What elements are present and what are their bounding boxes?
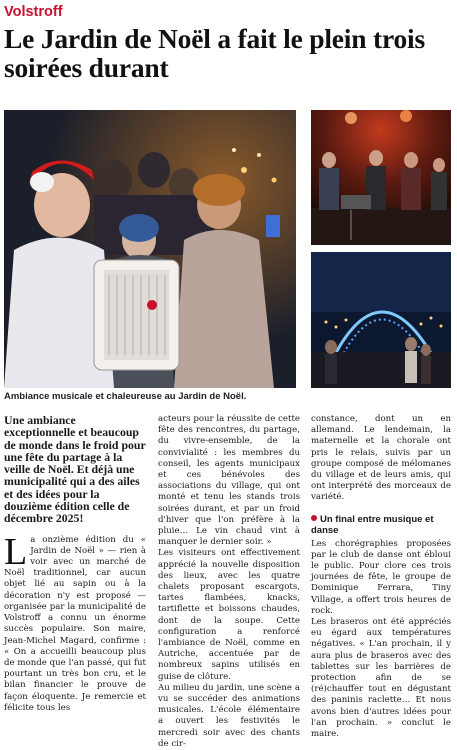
body-paragraph: acteurs pour la réussite de cette fête des rencontres, du partage, du vivre-ensemble, de la convivialité : les membres du conseil, les agents municipaux et ces bénévoles des associations du village, qui ont monté et tenu les stands trois soirées durant, et par un froid d'hiver que l'on préfère à la pluie… Le vin chaud vint à manquer le dernier soir. »: [158, 414, 300, 548]
column-1: [4, 414, 146, 714]
section-kicker: Volstroff: [4, 4, 63, 20]
lights-photo: [311, 252, 451, 388]
body-paragraph: [4, 530, 146, 714]
body-text: a onzième édition du « Jardin de Noël » — rien à voir avec un marché de Noël traditionnel, car aucun objet lié au sapin ou à la décoration n'y est proposé — organisée par la municipalité de Volstroff a connu un énorme succès populaire. Son maire, Jean-Michel Magard, confirme : « On a accueilli beaucoup plus de monde que l'an passé, qui fut pourtant un très bon cru, et le bilan financier le prouve de façon éloquente. Je remercie et félicite tous les: [4, 534, 146, 713]
headline: Le Jardin de Noël a fait le plein trois soirées durant: [4, 23, 425, 83]
subheading-text: Un final entre musique et danse: [311, 513, 434, 536]
lead-paragraph: Une ambiance exceptionnelle et beaucoup de monde dans le froid pour une fête du partage à la veille de Noël. Et déjà une municipalité qui a des ailes et des idées pour la douzième édition celle de décembre 2025!: [4, 413, 146, 526]
band-photo: [311, 110, 451, 245]
drop-cap: L: [4, 530, 28, 573]
main-photo-illustration: [4, 110, 296, 388]
subheading: [311, 514, 451, 536]
body-paragraph: Les visiteurs ont effectivement apprécié la nouvelle disposition des lieux, avec les quatre chalets proposant escargots, tartes flambées, knacks, tartiflette et boissons chaudes, dont de la soupe. Cette configuration a renforcé l'ambiance de Noël, comme en Autriche, accentuée par de nombreux sapins utilisés en guise de clôture.: [158, 548, 300, 682]
column-2: [158, 414, 300, 750]
body-paragraph: Les chorégraphies proposées par le club de danse ont ébloui le public. Pour clore ces trois journées de fête, le groupe de Dominique Ferrara, Tiny Village, a offert trois heures de rock.: [311, 538, 451, 616]
body-paragraph: constance, dont un en allemand. Le lendemain, la maternelle et la chorale ont pris le relais, suivis par un groupe composé de mélomanes du village et de leurs amis, qui ont interprété des morceaux de variété.: [311, 414, 451, 503]
body-paragraph: Les braseros ont été appréciés eu égard aux températures négatives. « L'an prochain, il y aura plus de braseros avec des tablettes sur les barrières de protection afin de se (ré)chauffer tout en dégustant des paninis raclette… Et nous avons bien d'autres idées pour l'an prochain. » conclut le maire.: [311, 617, 451, 740]
lights-photo-illustration: [311, 252, 451, 388]
body-paragraph: Au milieu du jardin, une scène a vu se succéder des animations musicales. L'école élémentaire a ouvert les festivités le mercredi soir avec des chants de cir-: [158, 682, 300, 749]
band-photo-illustration: [311, 110, 451, 245]
photo-caption: Ambiance musicale et chaleureuse au Jardin de Noël.: [4, 391, 247, 402]
main-photo: [4, 110, 296, 388]
column-3: [311, 414, 451, 740]
bullet-dot-icon: [311, 515, 317, 521]
